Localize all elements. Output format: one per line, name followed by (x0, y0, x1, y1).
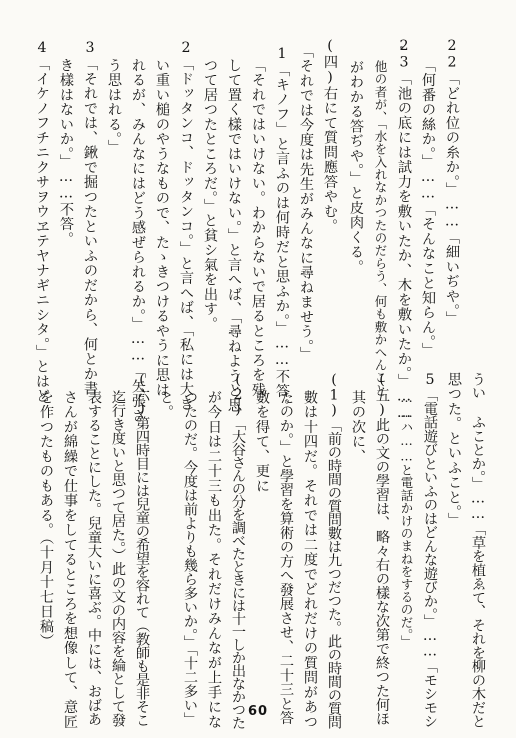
text-column: う思はれる。」 (106, 58, 122, 155)
page-number: 60 (247, 704, 269, 719)
text-column: 數は十四だ。それでは二度でどれだけの質問があつ (302, 390, 318, 730)
text-column: と。 (158, 390, 174, 420)
text-column: 23「池の底には試力を敷いたか、木を敷いたか。」…… (396, 38, 412, 422)
text-column: 22「どれ位の糸か。」……「細いぢや。」 (444, 38, 460, 326)
text-column: い重い槌のやうなもので、たゝきつけるやうに思は (154, 58, 170, 398)
text-column: さんが綿繰で仕事をしてるところを想像して、意匠 (62, 390, 78, 730)
text-column: を作つたものもある。（十月十七日稿） (38, 390, 54, 649)
text-column: たのか。」と學習を算術の方へ發展させ、二十三と答 (278, 390, 294, 725)
text-column: つて居つたところだ。」と貧シ氣を出す。 (202, 58, 218, 332)
text-column: 「それでは今度は先生がみんなに尋ねませう。」 (298, 44, 314, 362)
text-column: 迄行き度いと思つて居た。）此の文の内容を綸として發 (110, 390, 126, 727)
section-heading: (五)此の文の學習は、略々右の樣な次第で終つた何ほ (374, 372, 390, 726)
text-column: 數を得て、更に (254, 390, 270, 494)
text-column: 「何番の絲か。」……「そんなこと知らん。」 (420, 58, 436, 358)
section-heading: (四)右にて質問應答やむ。 (322, 38, 338, 234)
text-column: つたのだ。今度は前よりも幾ら多いか。」「十二多い」 (182, 390, 198, 726)
text-column: 2「ドッタンコ、ドッタンコ。」と言へば、「私には大き (178, 40, 194, 412)
text-column: 思つた。といふこと。」 (446, 372, 462, 528)
text-column: 「それではいけない。わからないで居るところを残 (250, 58, 266, 398)
text-column: が今日は二十三も出た。それだけみんなが上手にな (206, 390, 222, 730)
text-column: 5「電話遊びといふのはどんな遊びか。」……「モシモシ (422, 372, 438, 728)
text-column: (2)「大谷さんの分を調べたときには十一しか出なかつた (230, 372, 246, 729)
text-column: うい ふことか。」……「草を植ゑて、それを柳の木だと (470, 372, 486, 728)
text-column: 4「イケノフチニクサヲウヱテヤナギニシタ。」とはど (34, 40, 50, 404)
text-column: れるが、みんなにはどう感ぜられるか。」……「矢張さ (130, 58, 146, 424)
text-column: ……ハ……と電話かけのまねをするのだ。」 (399, 390, 414, 648)
text-column: (1)「前の時間の質問數は九つだつた。此の時間の質問 (326, 372, 342, 729)
text-column: 表することにした。兒童大いに喜ぶ。中には、おばあ (86, 390, 102, 726)
text-column: 他の者が、「水を入れなかつたのだらう、何も敷かへんこと (373, 60, 388, 397)
text-column: 其の次に、 (350, 390, 366, 464)
text-column: 3「それでは、鍬で掘つたといふのだから、何とか書 (82, 40, 98, 396)
text-column: して置く樣ではいけない。」と言へば、「尋ねようと思 (226, 58, 242, 413)
text-column: がわかる答ぢや。」と皮肉くる。 (348, 60, 364, 275)
text-column: き樣はないか。」……不答。 (58, 58, 74, 247)
text-column: 1「キノフ」と言ふのは何時だと思ふか。」……不答。 (274, 46, 290, 414)
section-heading: (六)第四時目には兒童の希望を容れて（教師も是非そこ (134, 372, 150, 727)
